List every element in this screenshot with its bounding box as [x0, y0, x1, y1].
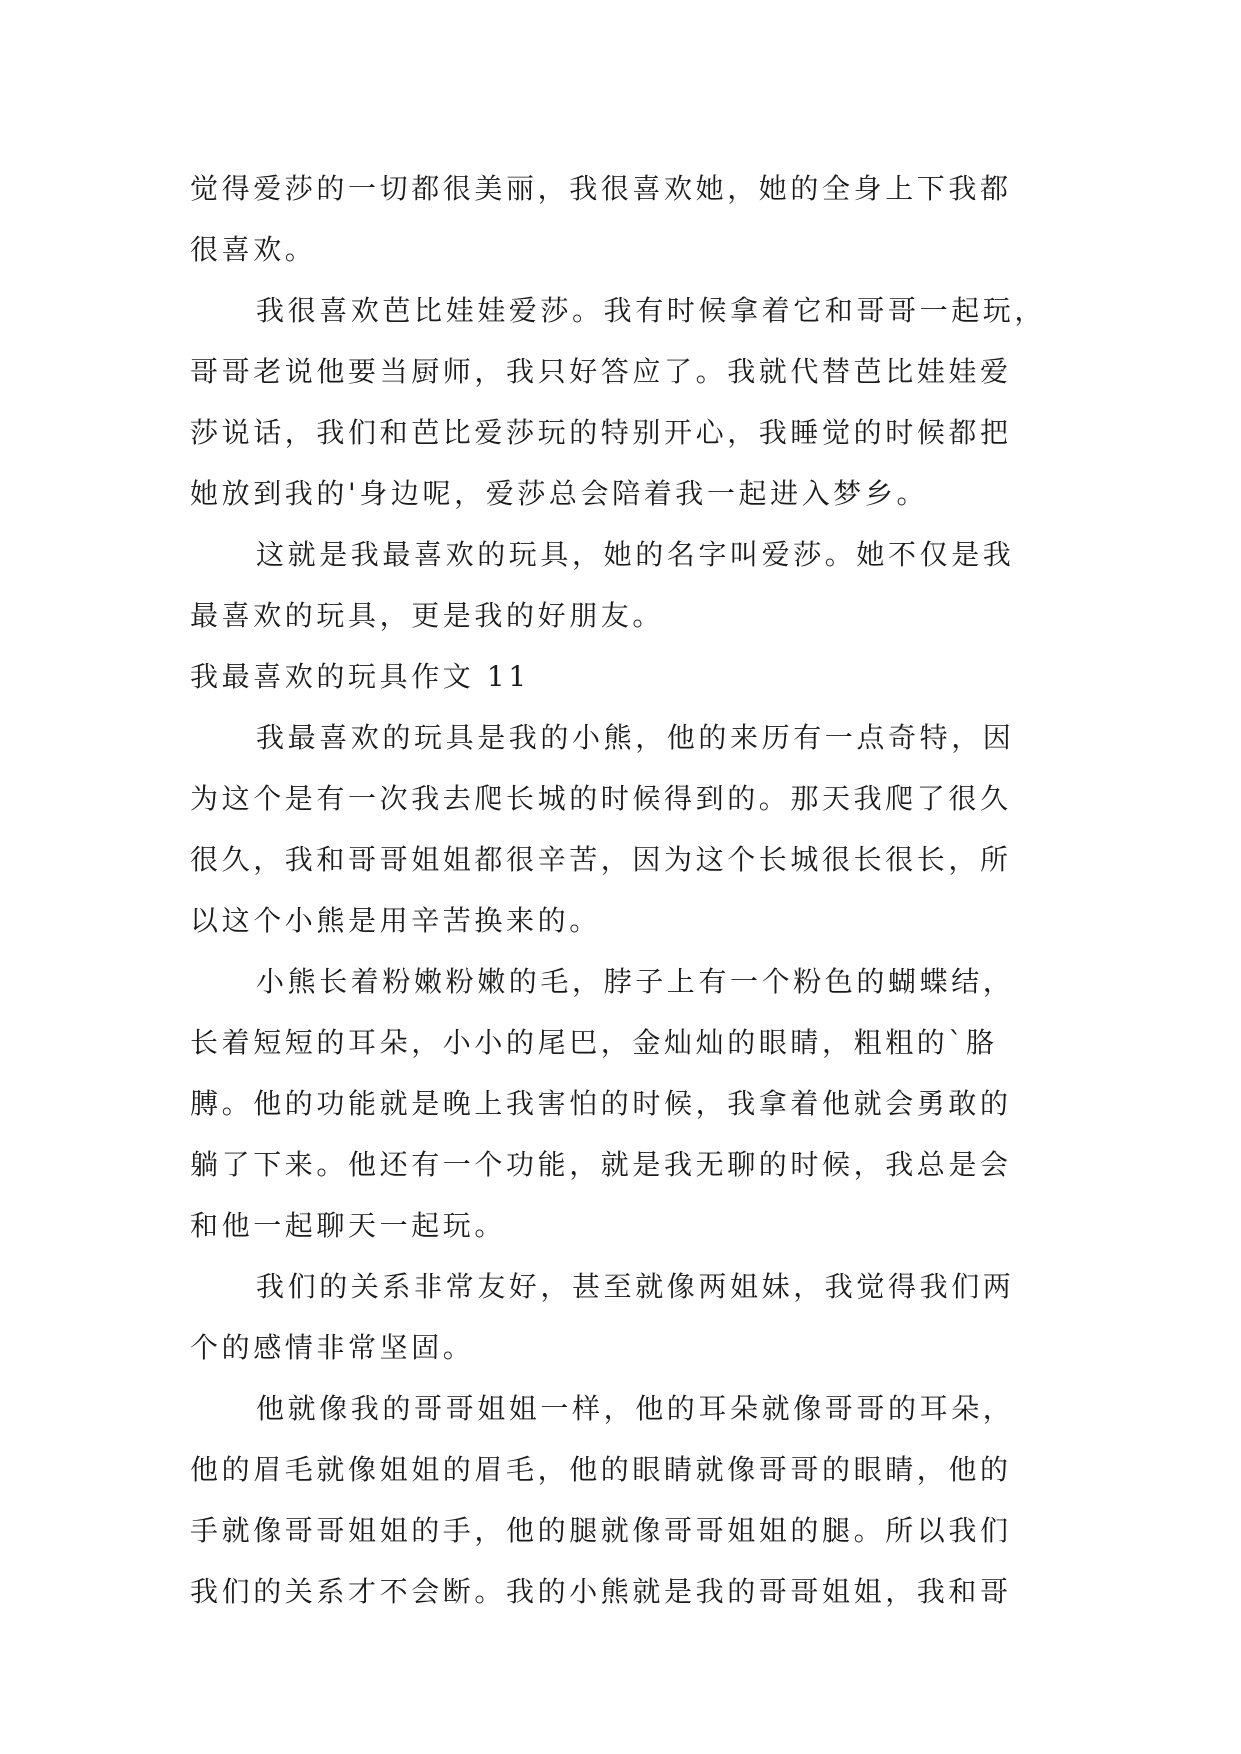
- text-line: 躺了下来。他还有一个功能，就是我无聊的时候，我总是会: [190, 1148, 1012, 1181]
- text-line: 他就像我的哥哥姐姐一样，他的耳朵就像哥哥的耳朵，: [256, 1392, 1015, 1425]
- text-line: 以这个小熊是用辛苦换来的。: [190, 904, 601, 937]
- text-line: 和他一起聊天一起玩。: [190, 1209, 507, 1242]
- text-line: 哥哥老说他要当厨师，我只好答应了。我就代替芭比娃娃爱: [190, 355, 1012, 388]
- text-line: 膊。他的功能就是晚上我害怕的时候，我拿着他就会勇敢的: [190, 1087, 1012, 1120]
- text-line: 最喜欢的玩具，更是我的好朋友。: [190, 599, 665, 632]
- text-line: 很久，我和哥哥姐姐都很辛苦，因为这个长城很长很长，所: [190, 843, 1012, 876]
- text-line: 他的眉毛就像姐姐的眉毛，他的眼睛就像哥哥的眼睛，他的: [190, 1453, 1012, 1486]
- text-line: 莎说话，我们和芭比爱莎玩的特别开心，我睡觉的时候都把: [190, 416, 1012, 449]
- text-line: 小熊长着粉嫩粉嫩的毛，脖子上有一个粉色的蝴蝶结，: [256, 965, 1015, 998]
- text-line: 我们的关系非常友好，甚至就像两姐妹，我觉得我们两: [256, 1270, 1015, 1303]
- text-line: 这就是我最喜欢的玩具，她的名字叫爱莎。她不仅是我: [256, 538, 1015, 571]
- text-line: 为这个是有一次我去爬长城的时候得到的。那天我爬了很久: [190, 782, 1012, 815]
- text-line: 手就像哥哥姐姐的手，他的腿就像哥哥姐姐的腿。所以我们: [190, 1514, 1012, 1547]
- text-line: 很喜欢。: [190, 233, 317, 266]
- text-line: 我们的关系才不会断。我的小熊就是我的哥哥姐姐，我和哥: [190, 1575, 1012, 1608]
- text-line: 觉得爱莎的一切都很美丽，我很喜欢她，她的全身上下我都: [190, 172, 1012, 205]
- section-heading: 我最喜欢的玩具作文 11: [190, 660, 530, 693]
- text-line: 我很喜欢芭比娃娃爱莎。我有时候拿着它和哥哥一起玩，: [256, 294, 1047, 327]
- text-line: 我最喜欢的玩具是我的小熊，他的来历有一点奇特，因: [256, 721, 1015, 754]
- text-line: 她放到我的'身边呢，爱莎总会陪着我一起进入梦乡。: [190, 477, 929, 510]
- document-body: [190, 158, 1070, 1622]
- text-line: 个的感情非常坚固。: [190, 1331, 475, 1364]
- text-line: 长着短短的耳朵，小小的尾巴，金灿灿的眼睛，粗粗的`胳: [190, 1026, 998, 1059]
